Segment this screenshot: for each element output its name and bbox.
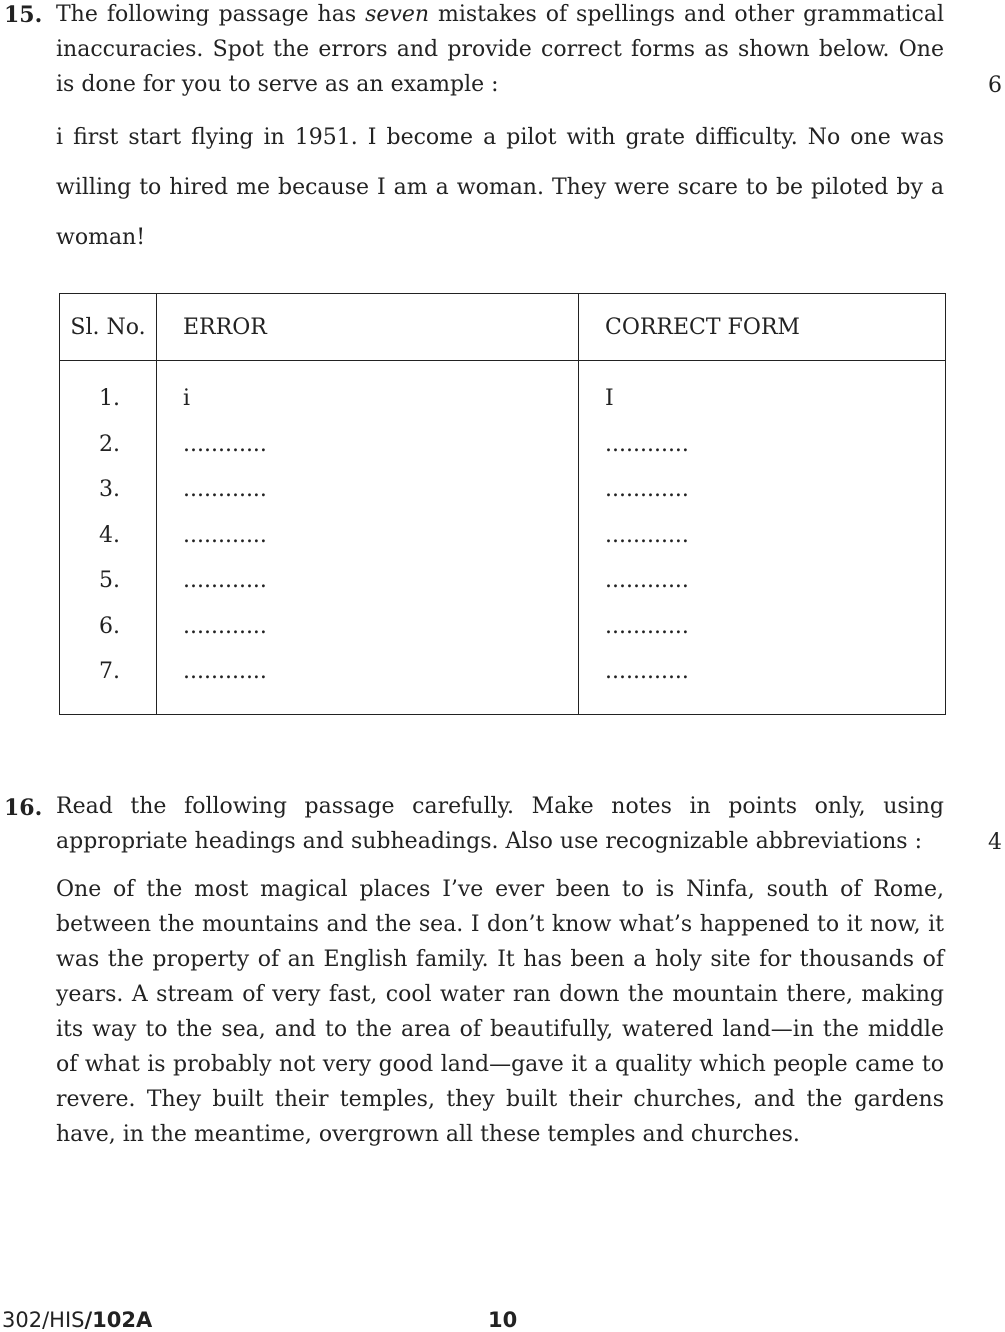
table-header-row	[60, 294, 946, 361]
correct-cell: I	[605, 386, 614, 411]
correct-cell: ............	[605, 568, 689, 593]
answer-table	[59, 293, 946, 715]
correct-cell: ............	[605, 613, 689, 639]
question-16-marks: 4	[988, 830, 1002, 855]
question-number-15: 15.	[4, 2, 43, 28]
correct-cell: ............	[605, 477, 689, 502]
error-cell: i	[183, 386, 191, 411]
paper-code: 302/HIS/102A	[2, 1308, 153, 1332]
question-number-16: 16.	[4, 795, 43, 821]
error-cell: ............	[183, 477, 267, 502]
question-16-passage: One of the most magical places I’ve ever been to is Ninfa, south of Rome, between the mountains and the sea. I don’t know what’s happened to it now, it was the property of an English family. It has been a holy site for thousands of years. A stream of very fast, cool water ran down the mountain there, making its way to the sea, and to the area of beautifully, watered land—in the middle of what is probably not very good land—gave it a quality which people came to revere. They built their temples, they built their churches, and the gardens have, in the meantime, overgrown all these temples and churches.	[56, 877, 944, 1147]
sl-cell: 2.	[99, 431, 120, 457]
correct-form-column	[579, 361, 946, 715]
question-15-marks: 6	[988, 73, 1002, 98]
error-cell: ............	[183, 568, 267, 593]
header-error: ERROR	[157, 294, 579, 361]
question-15-passage: i first start flying in 1951. I become a pilot with grate difficulty. No one was willing to hired me because I am a woman. They were scare to be piloted by a woman!	[56, 125, 944, 250]
correct-cell: ............	[605, 659, 689, 684]
sl-cell: 3.	[99, 477, 120, 502]
error-cell: ............	[183, 522, 267, 548]
header-correct-form: CORRECT FORM	[579, 294, 946, 361]
sl-cell: 1.	[99, 386, 120, 411]
question-15-instruction: The following passage has seven mistakes of spellings and other grammatical inaccuracies. Spot the errors and provide correct forms as shown below. One is done for you to serve as an example :	[56, 2, 945, 97]
sl-cell: 7.	[99, 659, 120, 684]
correct-cell: ............	[605, 431, 689, 457]
error-column	[157, 361, 579, 715]
correct-cell: ............	[605, 522, 689, 548]
error-cell: ............	[183, 431, 267, 457]
error-cell: ............	[183, 659, 267, 684]
page-number: 10	[488, 1308, 518, 1332]
question-16-instruction: Read the following passage carefully. Make notes in points only, using appropriate headings and subheadings. Also use recognizable abbreviations :	[56, 794, 944, 854]
error-cell: ............	[183, 613, 267, 639]
sl-cell: 6.	[99, 613, 120, 639]
table-body-row	[60, 361, 946, 715]
sl-cell: 4.	[99, 522, 120, 548]
emphasis-seven: seven	[365, 2, 430, 27]
sl-cell: 5.	[99, 568, 120, 593]
header-sl-no: Sl. No.	[60, 294, 157, 361]
sl-no-column	[60, 361, 157, 715]
